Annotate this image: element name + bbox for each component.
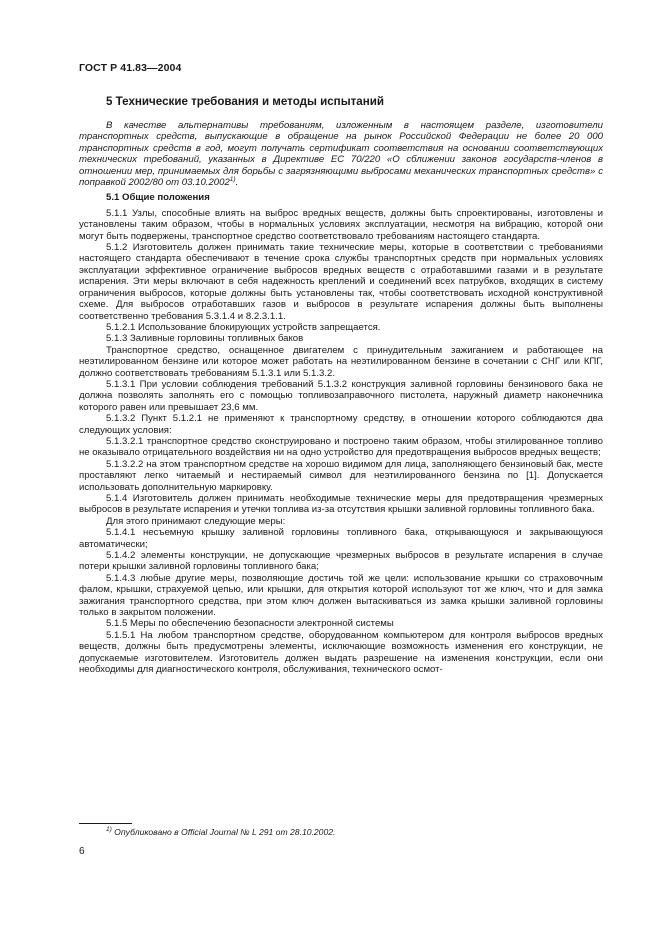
footnote-reference: 1) [229, 175, 236, 183]
paragraph: 5.1.3 Заливные горловины топливных баков [106, 333, 304, 345]
paragraph: 5.1.2.1 Использование блокирующих устройств запрещается. [106, 321, 381, 333]
paragraph: 5.1.2 Изготовитель должен принимать такие технические меры, которые в соответствии с требованиями настоящего стандарта обеспечивают в течение срока службы транспортных средств при нормальных условиях эксплуатации эффективное ограничение выбросов вредных веществ с отработавшими газами и в результате испарения. Эти меры включают в себя надежность креплений и соединений всех патрубков, входящих в систему ограничения выбросов, которые должны быть установлены так, чтобы соответствовать исходной конструктивной схеме. Для выбросов отработавших газов и выбросов в результате испарения должны быть выполнены соответственно требования 5.3.1.4 и 8.2.3.1.1. [79, 242, 603, 322]
paragraph: 5.1.4.1 несъемную крышку заливной горловины топливного бака, открывающуюся и закрывающуюся автоматически; [79, 527, 603, 550]
page-number: 6 [79, 846, 85, 857]
section-title: 5 Технические требования и методы испытаний [106, 95, 384, 108]
paragraph: 5.1.5 Меры по обеспечению безопасности электронной системы [106, 618, 394, 630]
paragraph: Транспортное средство, оснащенное двигателем с принудительным зажиганием и работающее на неэтилированном бензине или которое может работать на неэтилированном бензине в сочетании с СНГ или КПГ, должно соответствовать требованиям 5.1.3.1 или 5.1.3.2. [79, 344, 603, 379]
paragraph: 5.1.3.1 При условии соблюдения требований 5.1.3.2 конструкция заливной горловины бензинового бака не должна позволять заполнять его с помощью топливозаправочного пистолета, наружный диаметр наконечника которого равен или превышает 23,6 мм. [79, 378, 603, 413]
intro-paragraph: В качестве альтернативы требованиям, изложенным в настоящем разделе, изготовители транспортных средств, выпускающие в обращение на рынок Российской Федерации не более 20 000 транспортных средств в год, могут получать сертификат соответствия на основании соответствующих технических требований, указанных в Директиве ЕС 70/220 «О сближении законов государств-членов в отношении мер, принимаемых для борьбы с загрязняющими выбросами механических транспортных средств» с поправкой 2002/80 от 03.10.2002$^{1)}$. [79, 120, 603, 189]
paragraph: 5.1.4 Изготовитель должен принимать необходимые технические меры для предотвращения чрезмерных выбросов в результате испарения и утечки топлива из-за отсутствия крышки заливной горловины топливного бака. [79, 493, 603, 516]
paragraph: Для этого принимают следующие меры: [106, 515, 286, 527]
footnote [106, 827, 335, 837]
paragraph: 5.1.5.1 На любом транспортном средстве, оборудованном компьютером для контроля выбросов вредных веществ, должны быть предусмотрены элементы, исключающие возможность изменения его конструкции, не допускаемые изготовителем. Изготовитель должен выдать разрешение на изменения конструкции, если они необходимы для диагностического контроля, обслуживания, технического осмот- [79, 629, 603, 676]
footnote-divider [79, 823, 132, 824]
paragraph: 5.1.1 Узлы, способные влиять на выброс вредных веществ, должны быть спроектированы, изготовлены и установлены таким образом, чтобы в нормальных условиях эксплуатации, несмотря на вибрацию, которой они могут быть подвержены, транспортное средство соответствовало требованиям настоящего стандарта. [79, 207, 603, 242]
standard-header: ГОСТ Р 41.83—2004 [79, 62, 182, 74]
paragraph: 5.1.4.3 любые другие меры, позволяющие достичь той же цели: использование крышки со страховочным фалом, крышки, страхуемой цепью, или крышки, для открытия которой используют тот же ключ, что и для замка зажигания транспортного средства, при этом ключ должен вытаскиваться из замка крышки заливной горловины только в закрытом положении. [79, 572, 603, 619]
paragraph: 5.1.4.2 элементы конструкции, не допускающие чрезмерных выбросов в результате испарения в случае потери крышки заливной горловины топливного бака; [79, 550, 603, 573]
subsection-title: 5.1 Общие положения [106, 192, 210, 204]
footnote-text: Опубликовано в Official Journal № L 291 от 28.10.2002. [114, 827, 336, 837]
paragraph: 5.1.3.2.1 транспортное средство сконструировано и построено таким образом, чтобы этилированное топливо не оказывало отрицательного воздействия ни на одно устройство для предотвращения выбросов вредных веществ; [79, 435, 603, 459]
body-text [79, 120, 603, 676]
footnote-mark: 1) [106, 826, 112, 834]
paragraph: 5.1.3.2 Пункт 5.1.2.1 не применяют к транспортному средству, в отношении которого соблюдаются два следующих условия: [79, 413, 603, 436]
paragraph: 5.1.3.2.2 на этом транспортном средстве на хорошо видимом для лица, заполняющего бензиновый бак, месте проставляют легко читаемый и нестираемый символ для неэтилированного бензина по [1]. Допускается использовать дополнительную маркировку. [79, 458, 603, 493]
